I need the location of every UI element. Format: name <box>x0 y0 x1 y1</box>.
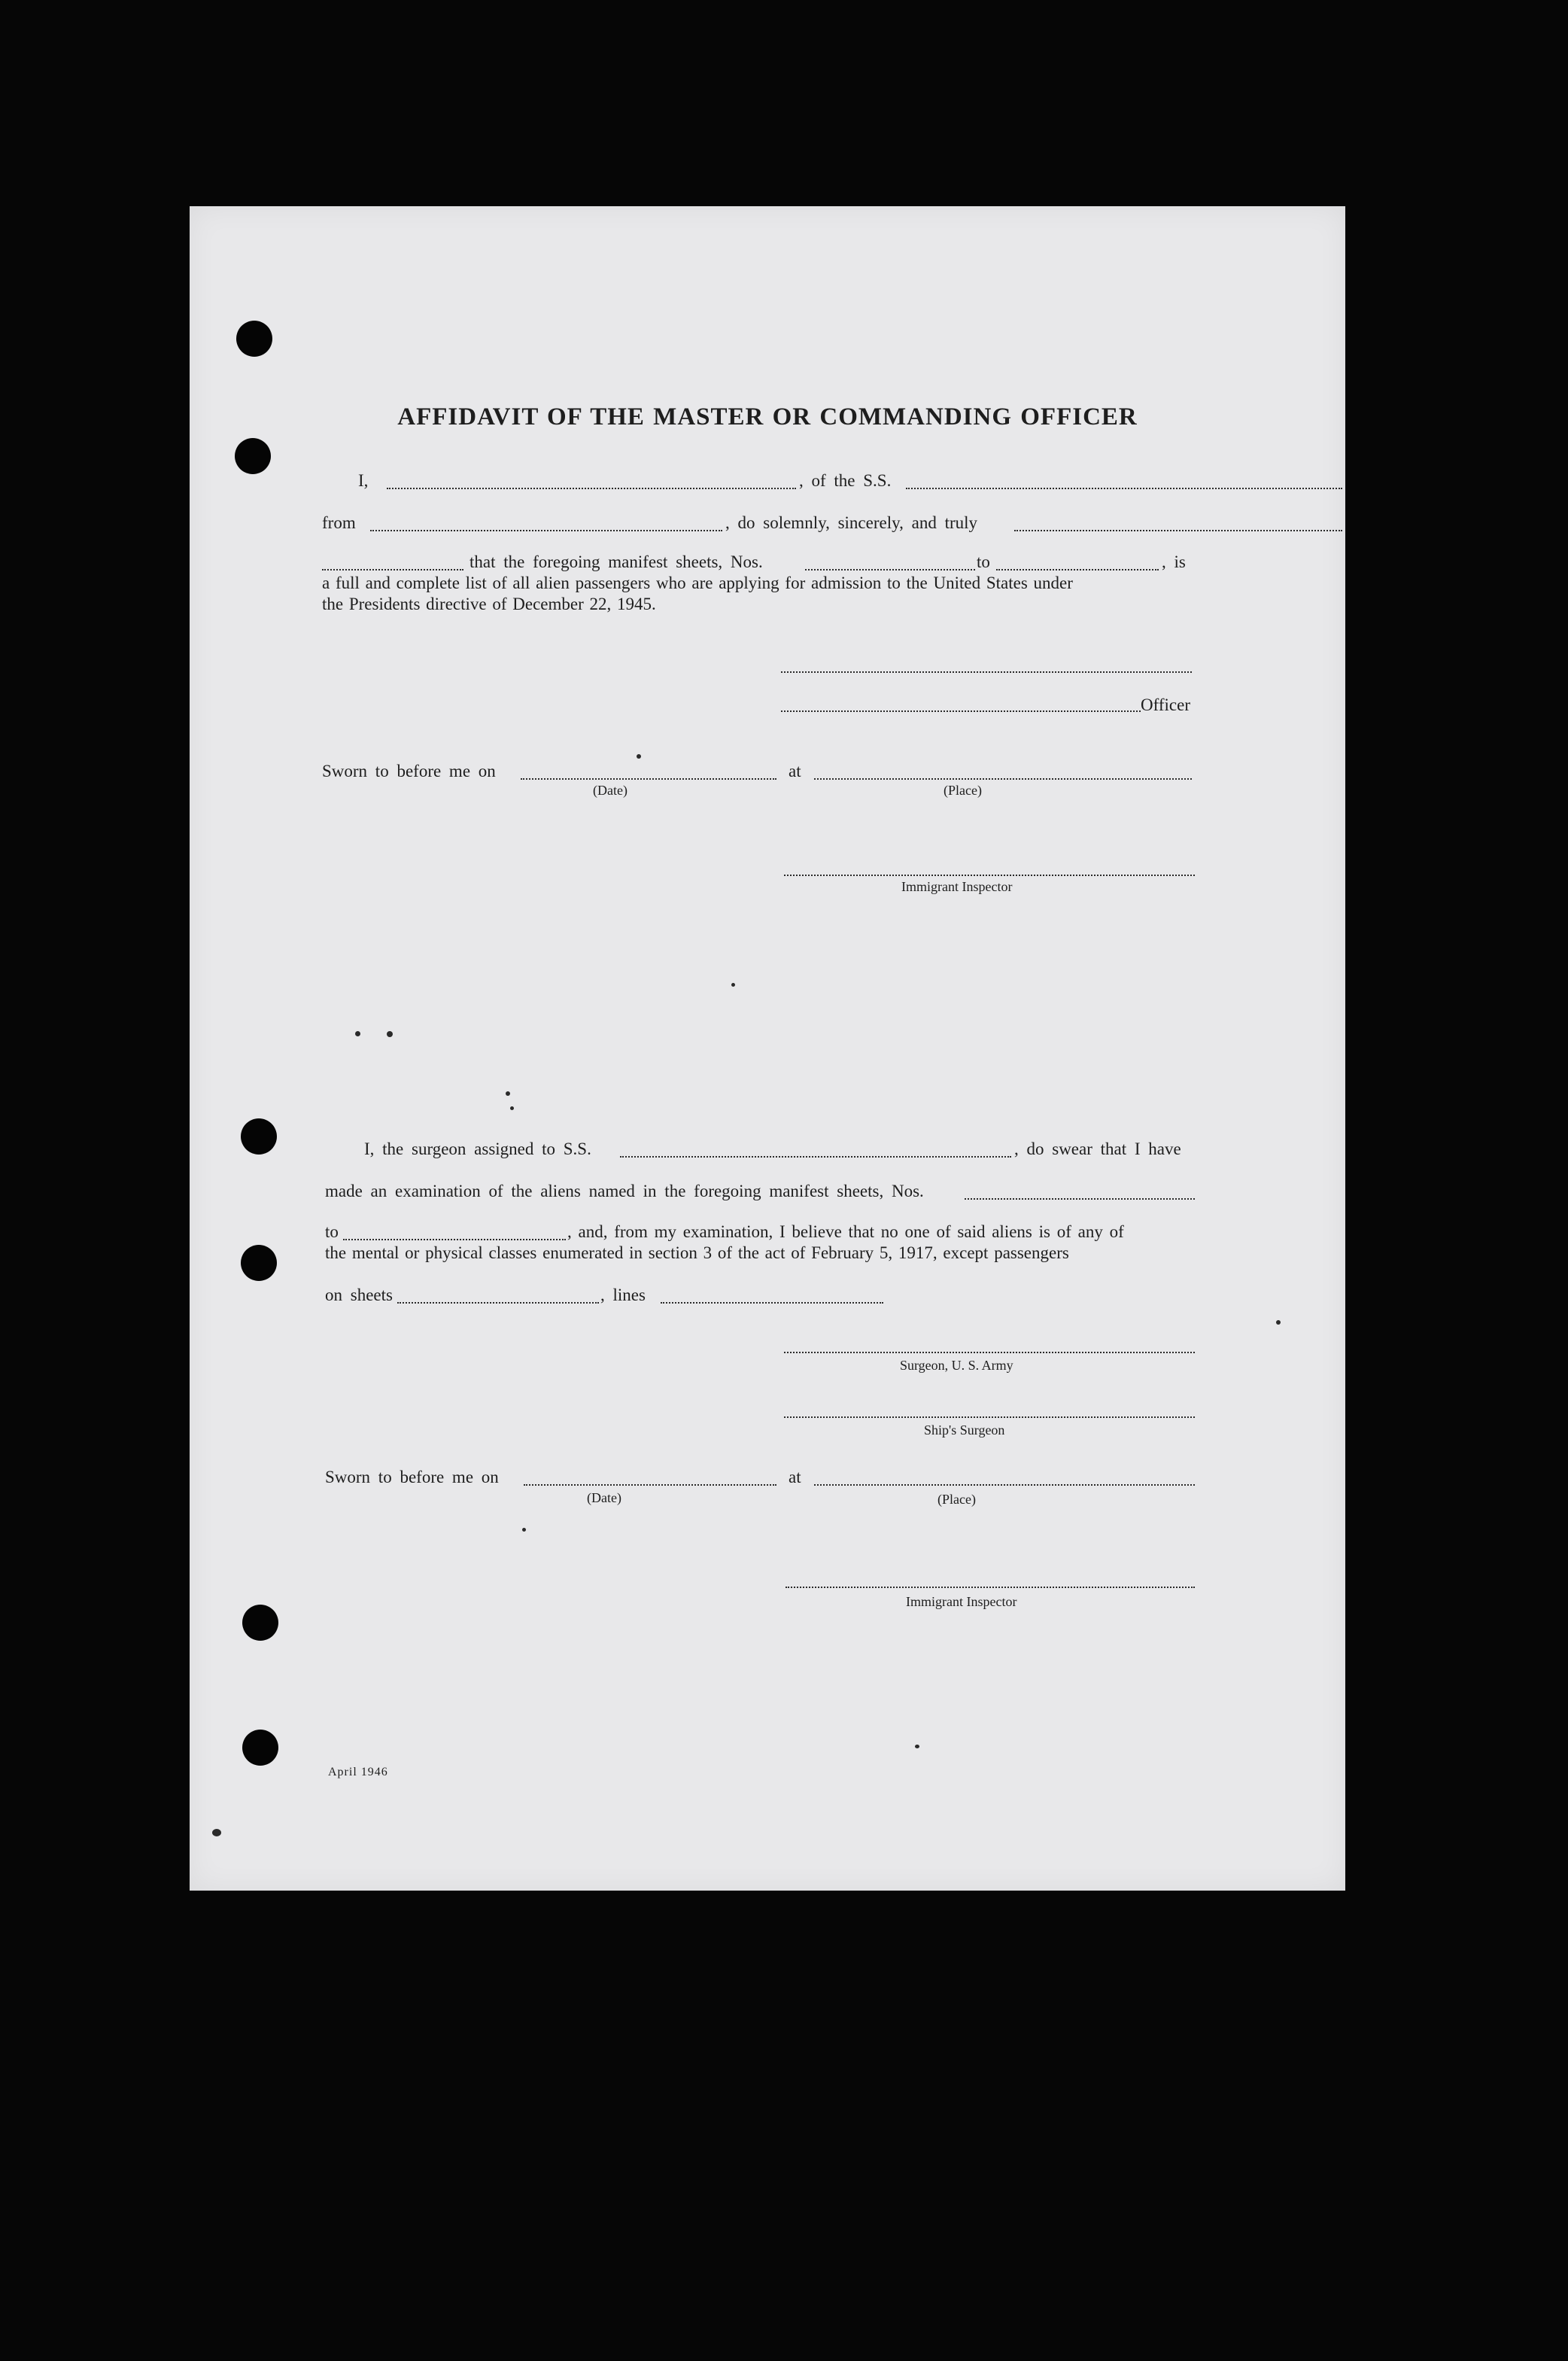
surgeon-line5-lines: , lines <box>600 1285 646 1304</box>
surgeon-sheets-to-field[interactable] <box>343 1239 566 1240</box>
surgeon-place-caption: (Place) <box>937 1492 976 1507</box>
punch-hole <box>242 1605 278 1641</box>
master-line5: the Presidents directive of December 22, 1945. <box>322 595 656 613</box>
surgeon-sworn-prefix: Sworn to before me on <box>325 1468 499 1486</box>
officer-signature-line-2[interactable] <box>781 710 1141 712</box>
scan-speck <box>355 1031 360 1036</box>
scan-speck <box>212 1829 221 1836</box>
scan-speck <box>510 1106 514 1110</box>
affidavit-form-sheet <box>190 206 1345 1891</box>
ships-surgeon-caption: Ship's Surgeon <box>924 1422 1005 1438</box>
master-line2-oath: , do solemnly, sincerely, and truly <box>725 513 978 532</box>
master-oath-field[interactable] <box>1014 530 1342 531</box>
form-revision-date: April 1946 <box>328 1766 388 1778</box>
punch-hole <box>235 438 271 474</box>
master-line1-prefix: I, <box>358 471 369 490</box>
form-title: AFFIDAVIT OF THE MASTER OR COMMANDING OFFICER <box>397 403 1138 431</box>
surgeon-army-signature-line[interactable] <box>784 1352 1195 1353</box>
master-from-field[interactable] <box>370 530 722 531</box>
surgeon-inspector-caption: Immigrant Inspector <box>906 1594 1017 1609</box>
ships-surgeon-signature-line[interactable] <box>784 1416 1195 1418</box>
surgeon-line1-prefix: I, the surgeon assigned to S.S. <box>364 1139 591 1158</box>
master-sworn-date-field[interactable] <box>521 778 776 780</box>
master-date-caption: (Date) <box>593 783 628 798</box>
master-line4: a full and complete list of all alien passengers who are applying for admission to the United States under <box>322 574 1073 592</box>
master-line3-text: that the foregoing manifest sheets, Nos. <box>469 552 763 571</box>
scan-speck <box>637 754 641 759</box>
officer-label: Officer <box>1141 695 1190 714</box>
surgeon-ship-field[interactable] <box>620 1156 1011 1158</box>
master-declaration-field[interactable] <box>322 569 463 570</box>
master-line1-ship-label: , of the S.S. <box>799 471 892 490</box>
officer-signature-line-1[interactable] <box>781 671 1192 673</box>
surgeon-sheets-from-field[interactable] <box>965 1198 1195 1200</box>
master-inspector-signature-line[interactable] <box>784 875 1195 876</box>
master-inspector-caption: Immigrant Inspector <box>901 879 1013 894</box>
master-line2-prefix: from <box>322 513 356 532</box>
surgeon-line2: made an examination of the aliens named in the foregoing manifest sheets, Nos. <box>325 1182 924 1200</box>
master-sheets-to-field[interactable] <box>996 569 1159 570</box>
scan-speck <box>506 1091 510 1096</box>
surgeon-sworn-place-field[interactable] <box>814 1484 1195 1486</box>
surgeon-line5-prefix: on sheets <box>325 1285 393 1304</box>
punch-hole <box>242 1730 278 1766</box>
master-sworn-place-field[interactable] <box>814 778 1192 780</box>
master-place-caption: (Place) <box>944 783 982 798</box>
master-sworn-at: at <box>789 762 801 780</box>
scan-speck <box>731 983 735 987</box>
surgeon-lines-field[interactable] <box>661 1302 883 1304</box>
scan-speck <box>915 1745 919 1748</box>
surgeon-inspector-signature-line[interactable] <box>786 1587 1195 1588</box>
punch-hole <box>241 1245 277 1281</box>
master-line3-to: to <box>977 552 990 571</box>
master-line3-is: , is <box>1162 552 1186 571</box>
surgeon-sworn-at: at <box>789 1468 801 1486</box>
punch-hole <box>241 1118 277 1155</box>
master-ship-field[interactable] <box>906 488 1342 489</box>
surgeon-line1-suffix: , do swear that I have <box>1014 1139 1181 1158</box>
surgeon-sworn-date-field[interactable] <box>524 1484 776 1486</box>
scan-speck <box>522 1528 526 1532</box>
punch-hole <box>236 321 272 357</box>
surgeon-line3-text: , and, from my examination, I believe that no one of said aliens is of any of <box>567 1222 1124 1241</box>
surgeon-line4: the mental or physical classes enumerated in section 3 of the act of February 5, 1917, except passengers <box>325 1243 1069 1262</box>
surgeon-date-caption: (Date) <box>587 1490 621 1505</box>
master-sheets-from-field[interactable] <box>805 569 975 570</box>
scan-speck <box>387 1031 393 1037</box>
surgeon-on-sheets-field[interactable] <box>397 1302 599 1304</box>
master-sworn-prefix: Sworn to before me on <box>322 762 496 780</box>
surgeon-line3-to: to <box>325 1222 339 1241</box>
scan-speck <box>1276 1320 1281 1325</box>
master-name-field[interactable] <box>387 488 796 489</box>
surgeon-army-caption: Surgeon, U. S. Army <box>900 1358 1013 1373</box>
